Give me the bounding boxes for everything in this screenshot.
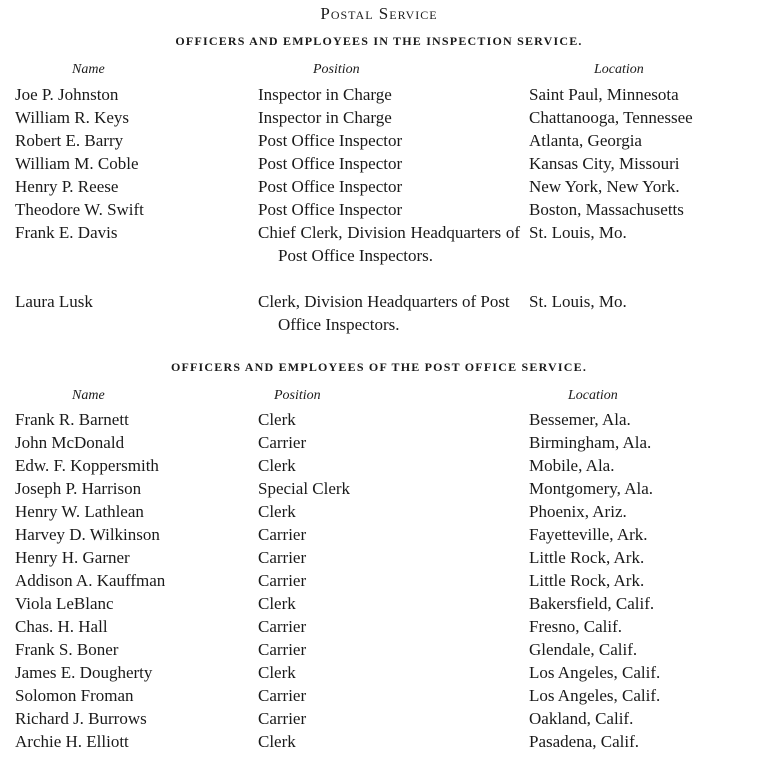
row-name: Addison A. Kauffman xyxy=(15,571,166,590)
table-row xyxy=(0,454,758,477)
row-name: Joseph P. Harrison xyxy=(15,479,142,498)
row-position: Inspector in Charge xyxy=(258,108,392,127)
row-name: Solomon Froman xyxy=(15,686,134,705)
row-position: Carrier xyxy=(258,525,307,544)
row-position: Clerk, Division Headquarters of Post Office Inspectors. xyxy=(258,292,510,334)
row-position: Clerk xyxy=(258,663,296,682)
post-office-col-location: Location xyxy=(568,388,618,403)
row-position: Post Office Inspector xyxy=(258,200,403,219)
row-position: Post Office Inspector xyxy=(258,177,403,196)
table-row xyxy=(0,615,758,638)
table-row xyxy=(0,661,758,684)
row-name: Edw. F. Koppersmith xyxy=(15,456,159,475)
table-row xyxy=(0,730,758,753)
row-name: Frank S. Boner xyxy=(15,640,119,659)
row-location: Atlanta, Georgia xyxy=(529,131,642,150)
row-location: Little Rock, Ark. xyxy=(529,571,645,590)
table-row xyxy=(0,707,758,730)
row-name: Frank R. Barnett xyxy=(15,410,129,429)
row-name: John McDonald xyxy=(15,433,125,452)
row-location: Little Rock, Ark. xyxy=(529,548,645,567)
inspection-section-heading: OFFICERS AND EMPLOYEES IN THE INSPECTION SERVICE. xyxy=(175,34,583,48)
row-location: St. Louis, Mo. xyxy=(529,292,627,311)
row-location: Chattanooga, Tennessee xyxy=(529,108,693,127)
row-location: Saint Paul, Minnesota xyxy=(529,85,679,104)
table-row xyxy=(0,198,758,221)
row-name: Henry H. Garner xyxy=(15,548,130,567)
row-position: Post Office Inspector xyxy=(258,131,403,150)
row-location: Pasadena, Calif. xyxy=(529,732,639,751)
inspection-col-position: Position xyxy=(313,62,360,77)
row-name: Robert E. Barry xyxy=(15,131,124,150)
table-row xyxy=(0,592,758,615)
row-position: Clerk xyxy=(258,502,296,521)
table-row xyxy=(0,175,758,198)
row-position: Inspector in Charge xyxy=(258,85,392,104)
row-position: Clerk xyxy=(258,732,296,751)
row-position: Carrier xyxy=(258,548,307,567)
table-row xyxy=(0,638,758,661)
row-name: Harvey D. Wilkinson xyxy=(15,525,160,544)
table-row xyxy=(0,523,758,546)
row-position: Carrier xyxy=(258,686,307,705)
row-name: William M. Coble xyxy=(15,154,139,173)
table-row xyxy=(0,500,758,523)
table-row xyxy=(0,684,758,707)
row-name: Henry W. Lathlean xyxy=(15,502,144,521)
table-row xyxy=(0,431,758,454)
inspection-col-location: Location xyxy=(594,62,644,77)
row-location: Oakland, Calif. xyxy=(529,709,634,728)
row-location: Bessemer, Ala. xyxy=(529,410,631,429)
row-name: James E. Dougherty xyxy=(15,663,153,682)
table-row xyxy=(0,477,758,500)
row-location: New York, New York. xyxy=(529,177,680,196)
row-location: Los Angeles, Calif. xyxy=(529,663,661,682)
table-row xyxy=(0,152,758,175)
table-row xyxy=(0,129,758,152)
row-position-wrapped xyxy=(258,221,520,267)
post-office-col-position: Position xyxy=(274,388,321,403)
row-location: Mobile, Ala. xyxy=(529,456,615,475)
row-position: Clerk xyxy=(258,594,296,613)
post-office-col-name: Name xyxy=(72,388,105,403)
row-location: Boston, Massachusetts xyxy=(529,200,684,219)
row-location: Fayetteville, Ark. xyxy=(529,525,648,544)
row-position: Clerk xyxy=(258,456,296,475)
row-location: Montgomery, Ala. xyxy=(529,479,654,498)
inspection-col-name: Name xyxy=(72,62,105,77)
row-location: Bakersfield, Calif. xyxy=(529,594,655,613)
row-location: Phoenix, Ariz. xyxy=(529,502,627,521)
row-position: Clerk xyxy=(258,410,296,429)
row-name: Archie H. Elliott xyxy=(15,732,129,751)
row-location: Fresno, Calif. xyxy=(529,617,623,636)
row-location: Kansas City, Missouri xyxy=(529,154,680,173)
row-position: Carrier xyxy=(258,433,307,452)
row-position: Chief Clerk, Division Headquarters of Post Office Inspectors. xyxy=(258,223,520,265)
table-row xyxy=(0,83,758,106)
table-row xyxy=(0,546,758,569)
row-name: Viola LeBlanc xyxy=(15,594,114,613)
row-location: Birmingham, Ala. xyxy=(529,433,652,452)
row-name: Theodore W. Swift xyxy=(15,200,144,219)
table-row xyxy=(0,408,758,431)
row-position: Carrier xyxy=(258,571,307,590)
post-office-section-heading: OFFICERS AND EMPLOYEES OF THE POST OFFICE SERVICE. xyxy=(170,360,588,374)
row-position: Carrier xyxy=(258,640,307,659)
table-row xyxy=(0,569,758,592)
row-name: Frank E. Davis xyxy=(15,223,118,242)
row-name: Joe P. Johnston xyxy=(15,85,119,104)
row-position: Carrier xyxy=(258,709,307,728)
row-position: Carrier xyxy=(258,617,307,636)
row-location: St. Louis, Mo. xyxy=(529,223,627,242)
row-position: Post Office Inspector xyxy=(258,154,403,173)
page-title: Postal Service xyxy=(320,4,438,23)
row-name: Richard J. Burrows xyxy=(15,709,147,728)
table-row xyxy=(0,106,758,129)
row-location: Los Angeles, Calif. xyxy=(529,686,661,705)
row-name: William R. Keys xyxy=(15,108,130,127)
row-position-wrapped xyxy=(258,290,523,336)
row-position: Special Clerk xyxy=(258,479,351,498)
row-name: Chas. H. Hall xyxy=(15,617,108,636)
row-name: Laura Lusk xyxy=(15,292,93,311)
row-location: Glendale, Calif. xyxy=(529,640,638,659)
row-name: Henry P. Reese xyxy=(15,177,119,196)
